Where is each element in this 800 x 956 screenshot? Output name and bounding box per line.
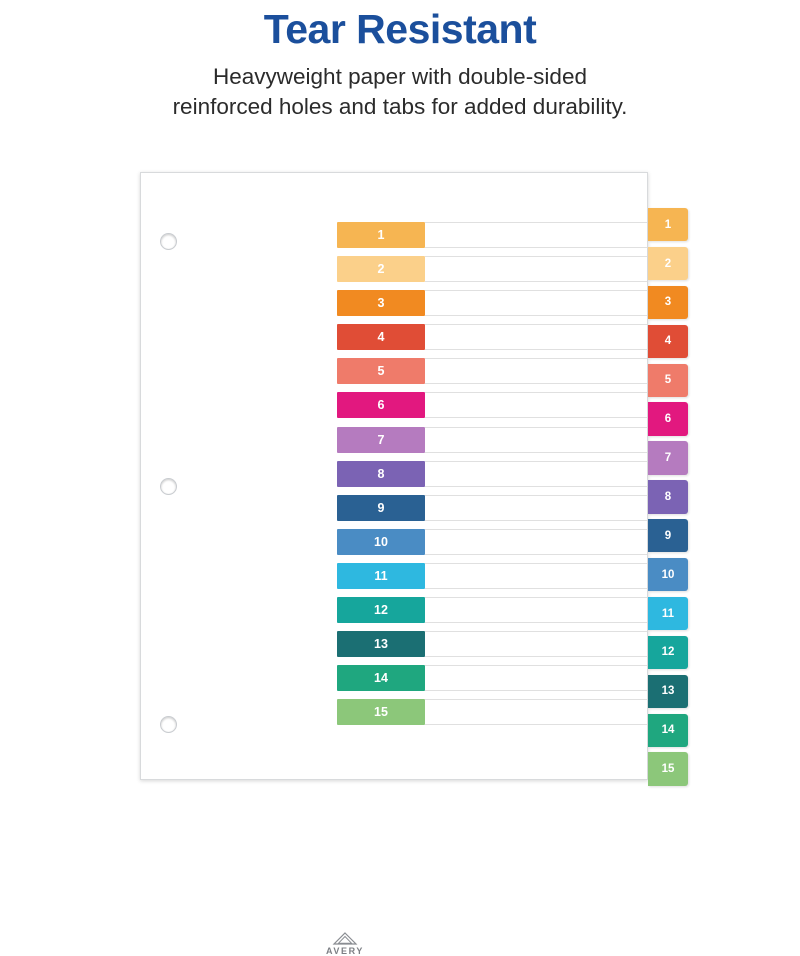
divider-write-line bbox=[425, 495, 647, 521]
divider-label-bar: 5 bbox=[337, 358, 425, 384]
divider-row bbox=[337, 665, 647, 691]
divider-write-line bbox=[425, 631, 647, 657]
divider-row bbox=[337, 461, 647, 487]
divider-write-line bbox=[425, 392, 647, 418]
divider-tab: 4 bbox=[648, 325, 688, 358]
divider-row bbox=[337, 495, 647, 521]
divider-tab: 14 bbox=[648, 714, 688, 747]
divider-write-line bbox=[425, 427, 647, 453]
divider-label-bar: 7 bbox=[337, 427, 425, 453]
divider-label-bar: 11 bbox=[337, 563, 425, 589]
divider-label-bar: 12 bbox=[337, 597, 425, 623]
divider-tab: 12 bbox=[648, 636, 688, 669]
divider-row bbox=[337, 324, 647, 350]
divider-label-bar: 1 bbox=[337, 222, 425, 248]
divider-write-line bbox=[425, 256, 647, 282]
punch-hole-icon bbox=[160, 233, 177, 250]
divider-label-bar: 2 bbox=[337, 256, 425, 282]
avery-logo bbox=[310, 932, 380, 956]
divider-write-line bbox=[425, 529, 647, 555]
divider-tab: 1 bbox=[648, 208, 688, 241]
divider-row bbox=[337, 631, 647, 657]
divider-label-bar: 8 bbox=[337, 461, 425, 487]
divider-set bbox=[140, 172, 675, 956]
page-subtitle bbox=[0, 62, 800, 121]
divider-row bbox=[337, 290, 647, 316]
divider-row bbox=[337, 222, 647, 248]
divider-write-line bbox=[425, 665, 647, 691]
divider-tab-column bbox=[648, 208, 688, 791]
divider-label-bar: 9 bbox=[337, 495, 425, 521]
divider-write-line bbox=[425, 358, 647, 384]
page-subtitle-line2: reinforced holes and tabs for added durability. bbox=[172, 93, 628, 119]
divider-label-bar: 13 bbox=[337, 631, 425, 657]
punch-hole-icon bbox=[160, 716, 177, 733]
divider-row bbox=[337, 358, 647, 384]
divider-label-bar: 3 bbox=[337, 290, 425, 316]
divider-row bbox=[337, 597, 647, 623]
divider-tab: 9 bbox=[648, 519, 688, 552]
divider-label-rows bbox=[337, 222, 647, 733]
divider-write-line bbox=[425, 597, 647, 623]
divider-tab: 5 bbox=[648, 364, 688, 397]
divider-tab: 2 bbox=[648, 247, 688, 280]
divider-write-line bbox=[425, 563, 647, 589]
avery-logo-text: AVERY bbox=[325, 946, 364, 956]
divider-row bbox=[337, 392, 647, 418]
avery-mark-icon bbox=[332, 932, 358, 945]
divider-tab: 13 bbox=[648, 675, 688, 708]
divider-tab: 10 bbox=[648, 558, 688, 591]
divider-tab: 7 bbox=[648, 441, 688, 474]
divider-tab: 15 bbox=[648, 752, 688, 785]
divider-label-bar: 6 bbox=[337, 392, 425, 418]
divider-write-line bbox=[425, 699, 647, 725]
punch-hole-icon bbox=[160, 478, 177, 495]
divider-row bbox=[337, 529, 647, 555]
divider-label-bar: 15 bbox=[337, 699, 425, 725]
divider-row bbox=[337, 699, 647, 725]
divider-write-line bbox=[425, 222, 647, 248]
divider-row bbox=[337, 256, 647, 282]
divider-write-line bbox=[425, 461, 647, 487]
page-title: Tear Resistant bbox=[263, 6, 537, 52]
divider-tab: 6 bbox=[648, 402, 688, 435]
divider-tab: 3 bbox=[648, 286, 688, 319]
divider-row bbox=[337, 427, 647, 453]
divider-label-bar: 4 bbox=[337, 324, 425, 350]
divider-tab: 8 bbox=[648, 480, 688, 513]
divider-label-bar: 14 bbox=[337, 665, 425, 691]
divider-tab: 11 bbox=[648, 597, 688, 630]
divider-row bbox=[337, 563, 647, 589]
divider-write-line bbox=[425, 290, 647, 316]
page-subtitle-line1: Heavyweight paper with double-sided bbox=[213, 64, 587, 89]
divider-write-line bbox=[425, 324, 647, 350]
divider-label-bar: 10 bbox=[337, 529, 425, 555]
